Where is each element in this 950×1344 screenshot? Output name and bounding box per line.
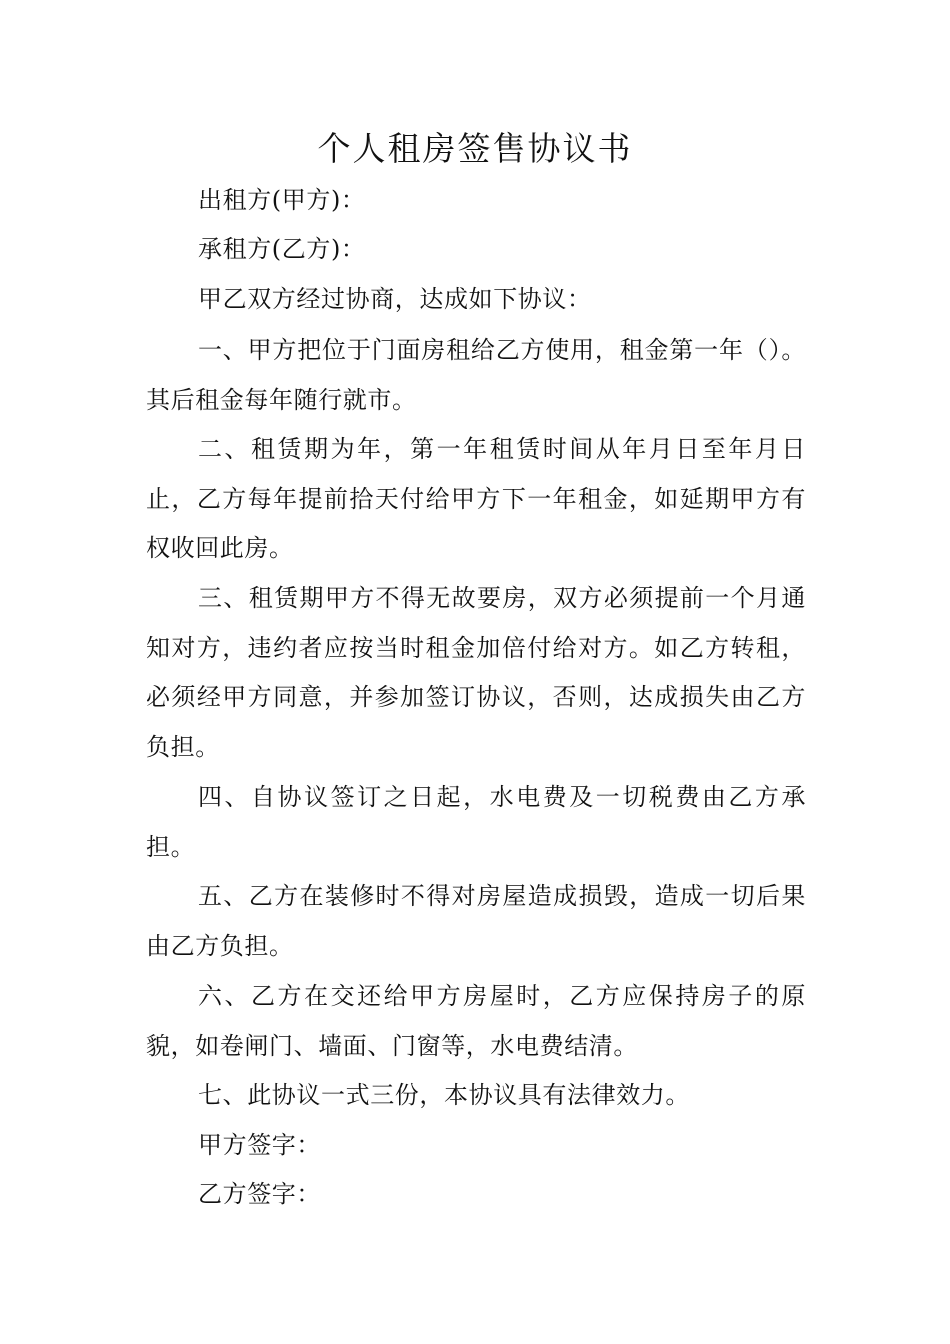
signature-party-b: 乙方签字： — [198, 1180, 321, 1208]
clause-6: 六、乙方在交还给甲方房屋时，乙方应保持房子的原貌，如卷闸门、墙面、门窗等，水电费结清。 — [146, 982, 806, 1060]
clause-4: 四、自协议签订之日起，水电费及一切税费由乙方承担。 — [146, 783, 806, 861]
clause-3: 三、租赁期甲方不得无故要房，双方必须提前一个月通知对方，违约者应按当时租金加倍付给对方。如乙方转租，必须经甲方同意，并参加签订协议，否则，达成损失由乙方负担。 — [146, 584, 806, 761]
clause-2: 二、租赁期为年，第一年租赁时间从年月日至年月日止，乙方每年提前拾天付给甲方下一年租金，如延期甲方有权收回此房。 — [146, 435, 806, 562]
signature-party-a: 甲方签字： — [198, 1131, 321, 1159]
clause-1: 一、甲方把位于门面房租给乙方使用，租金第一年（）。其后租金每年随行就市。 — [146, 336, 806, 414]
party-a-line: 出租方(甲方)： — [198, 186, 366, 214]
intro-line: 甲乙双方经过协商，达成如下协议： — [198, 285, 592, 313]
clause-7: 七、此协议一式三份，本协议具有法律效力。 — [198, 1081, 690, 1109]
document-title: 个人租房签售协议书 — [317, 129, 633, 168]
party-b-line: 承租方(乙方)： — [198, 235, 366, 263]
clause-5: 五、乙方在装修时不得对房屋造成损毁，造成一切后果由乙方负担。 — [146, 882, 806, 960]
